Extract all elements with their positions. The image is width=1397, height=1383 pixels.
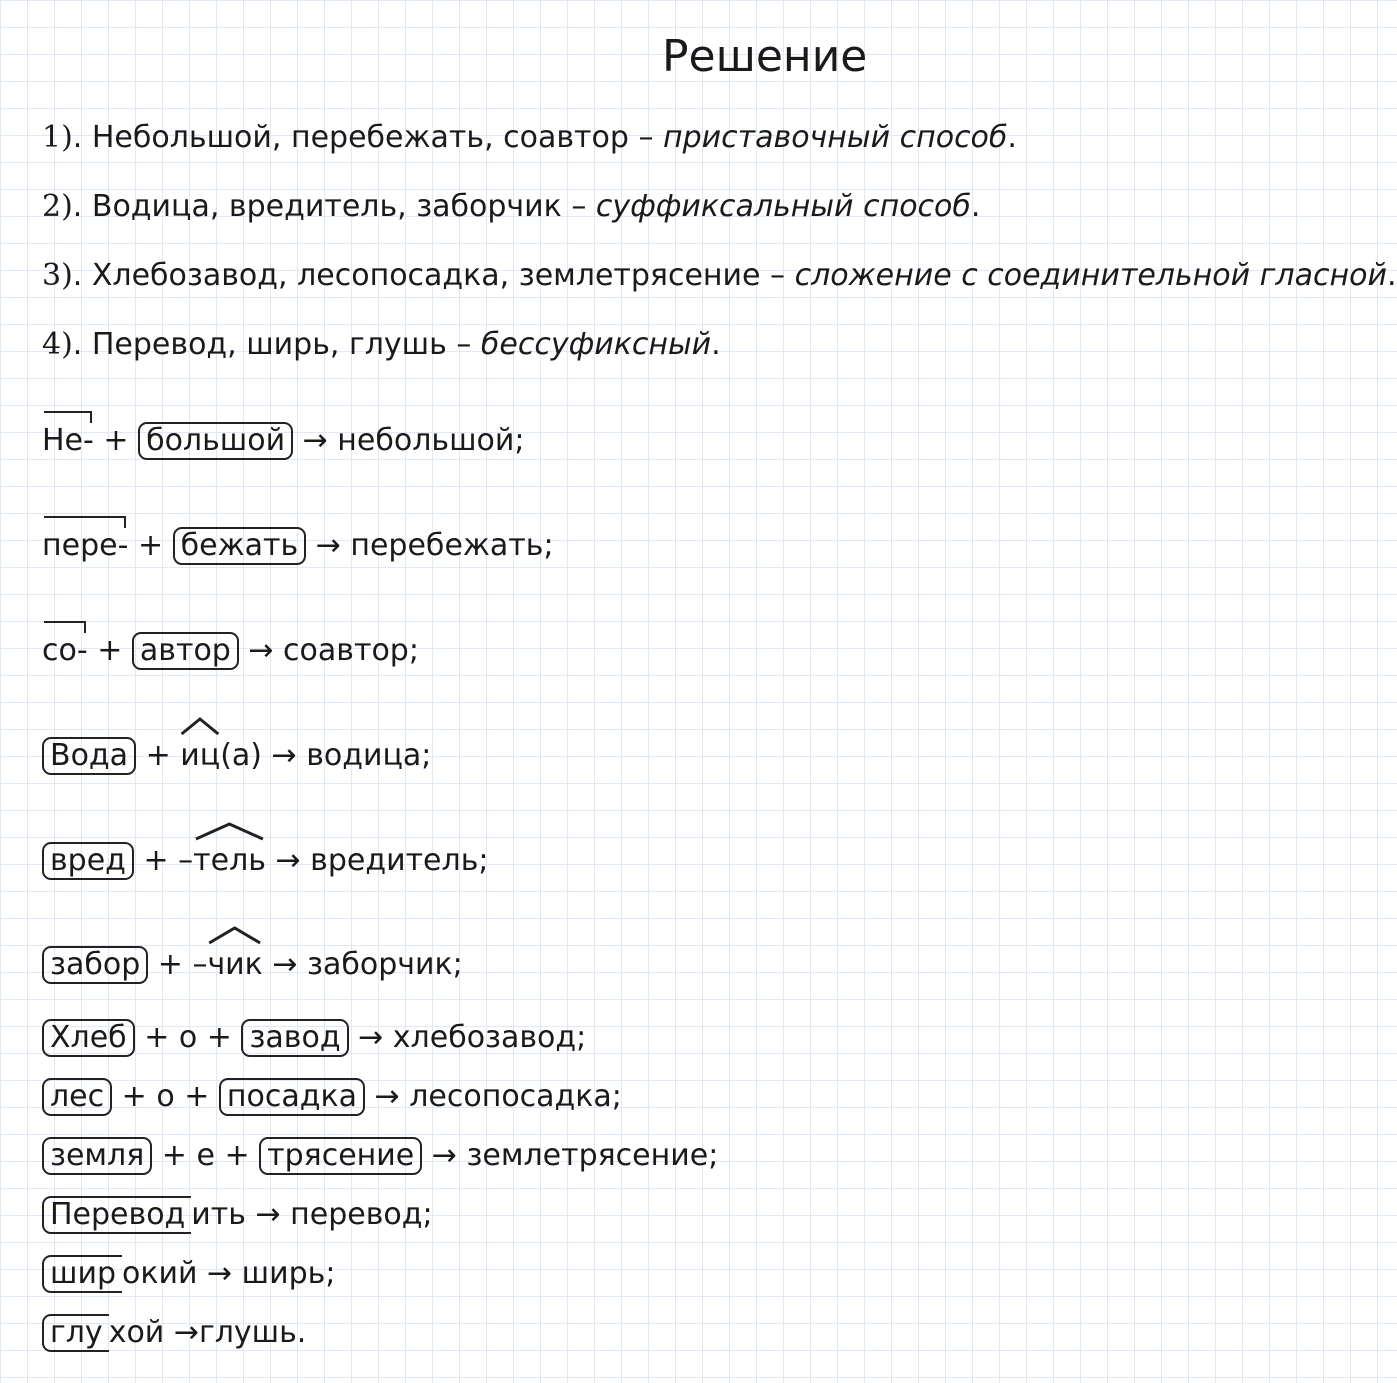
stem-box: трясение	[259, 1137, 422, 1175]
derivation-row	[42, 1019, 586, 1057]
derivation-row	[42, 1137, 718, 1175]
derivation-row	[42, 1314, 306, 1352]
suffix-text: тель	[193, 843, 266, 878]
suffix-mark	[207, 925, 262, 945]
prefix-mark	[44, 621, 86, 633]
prefix-text: со-	[42, 633, 88, 668]
derivation-row	[42, 737, 431, 775]
plus-sign: +	[128, 528, 173, 563]
truncated-part: хой	[108, 1315, 165, 1350]
prefix-mark	[44, 516, 126, 528]
derivation-row	[42, 1196, 433, 1234]
result-word: → перевод;	[245, 1197, 433, 1232]
prefix-mark	[44, 411, 92, 423]
suffix-part	[193, 843, 266, 879]
answer-method: бессуфиксный	[480, 327, 712, 362]
answer-method: приставочный способ	[663, 120, 1008, 155]
answer-number: 2)	[42, 189, 73, 224]
suffix-text: иц	[180, 738, 221, 773]
result-word: → заборчик;	[262, 947, 463, 982]
stem-box: земля	[42, 1137, 152, 1175]
answer-item	[42, 189, 980, 225]
derivation-row	[42, 1255, 335, 1293]
connecting-vowel: + е +	[152, 1138, 260, 1173]
answer-item	[42, 120, 1017, 156]
ending-text: (а)	[220, 738, 262, 773]
plus-sign: +	[93, 423, 139, 458]
answer-period: .	[711, 327, 721, 362]
derivation-row	[42, 527, 554, 565]
suffix-mark	[180, 716, 220, 736]
plus-sign: + –	[133, 843, 194, 878]
suffix-part	[207, 947, 262, 983]
prefix-part	[42, 528, 128, 564]
stem-box: вред	[42, 842, 134, 880]
stem-box: Хлеб	[42, 1019, 135, 1057]
stem-box: шир	[42, 1255, 122, 1293]
answer-words: . Перевод, ширь, глушь –	[72, 327, 481, 362]
stem-box: забор	[42, 946, 148, 984]
answer-number: 1)	[42, 120, 73, 155]
answer-words: . Хлебозавод, лесопосадка, землетрясение –	[72, 258, 795, 293]
result-word: → соавтор;	[238, 633, 419, 668]
answer-words: . Водица, вредитель, заборчик –	[72, 189, 596, 224]
stem-box: Вода	[42, 737, 136, 775]
stem-box: большой	[138, 422, 293, 460]
prefix-text: пере-	[42, 528, 129, 563]
truncated-part: ить	[191, 1197, 246, 1232]
answer-method: суффиксальный способ	[595, 189, 971, 224]
page-title: Решение	[662, 31, 868, 82]
answer-period: .	[1007, 120, 1017, 155]
answer-period: .	[970, 189, 981, 224]
answer-number: 3)	[42, 258, 73, 293]
answer-item	[42, 258, 1397, 294]
plus-sign: +	[87, 633, 132, 668]
result-word: → лесопосадка;	[365, 1079, 622, 1114]
result-word: → вредитель;	[265, 843, 489, 878]
result-word: → ширь;	[197, 1256, 336, 1291]
derivation-row	[42, 1078, 622, 1116]
suffix-text: чик	[207, 947, 263, 982]
stem-box: глу	[42, 1314, 109, 1352]
prefix-text: Не-	[42, 423, 94, 458]
derivation-row	[42, 422, 524, 460]
answer-method: сложение с соединительной гласной	[794, 258, 1387, 293]
stem-box: завод	[241, 1019, 348, 1057]
stem-box: посадка	[219, 1078, 365, 1116]
result-word: → водица;	[262, 738, 432, 773]
stem-box: лес	[42, 1078, 112, 1116]
answer-item	[42, 327, 721, 363]
answer-period: .	[1386, 258, 1397, 293]
connecting-vowel: + о +	[112, 1079, 219, 1114]
result-word: → землетрясение;	[422, 1138, 719, 1173]
suffix-mark	[193, 821, 266, 841]
stem-box: бежать	[173, 527, 307, 565]
result-word: → перебежать;	[306, 528, 554, 563]
answer-number: 4)	[42, 327, 73, 362]
stem-box: автор	[132, 632, 239, 670]
plus-sign: +	[136, 738, 181, 773]
result-word: →глушь.	[164, 1315, 307, 1350]
derivation-row	[42, 632, 419, 670]
result-word: → небольшой;	[293, 423, 525, 458]
connecting-vowel: + о +	[134, 1020, 242, 1055]
truncated-part: окий	[122, 1256, 198, 1291]
prefix-part	[42, 633, 88, 669]
suffix-part	[180, 738, 220, 774]
plus-sign: + –	[148, 947, 208, 982]
derivation-row	[42, 946, 463, 984]
prefix-part	[42, 423, 94, 459]
stem-box: Перевод	[42, 1196, 191, 1234]
derivation-row	[42, 842, 488, 880]
result-word: → хлебозавод;	[348, 1020, 587, 1055]
answer-words: . Небольшой, перебежать, соавтор –	[72, 120, 663, 155]
